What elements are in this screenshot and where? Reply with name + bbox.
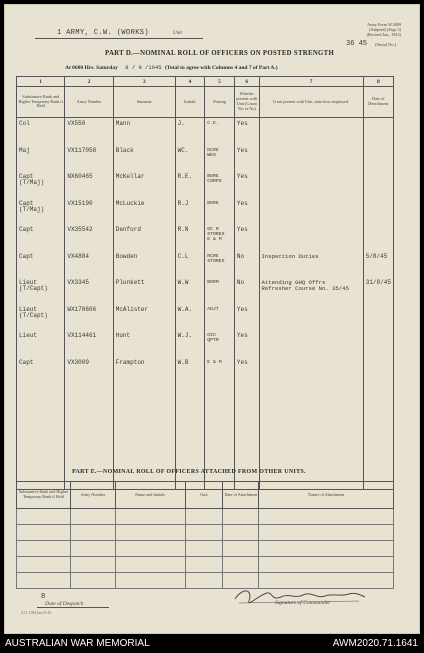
present-cell	[234, 171, 259, 198]
table-row	[17, 171, 394, 198]
employed-text: Refresher Course No. 35/45	[261, 285, 349, 293]
date-line	[65, 64, 278, 71]
initials-cell	[175, 224, 205, 251]
part-d-table	[16, 76, 394, 490]
posting-text: DCRE	[207, 147, 219, 153]
detachment-date-cell	[363, 410, 393, 437]
posting-cell	[205, 383, 235, 410]
detachment-date-cell	[363, 198, 393, 225]
column-number: 2	[65, 77, 113, 87]
posting-text: OC R	[207, 227, 219, 232]
form-ref-line: Army Form W.3009	[367, 22, 401, 27]
footer-institution: AUSTRALIAN WAR MEMORIAL	[5, 638, 150, 649]
army-number-cell	[65, 224, 113, 251]
posting-cell	[205, 304, 235, 331]
posting-cell	[205, 357, 235, 384]
form-ref-line: (Adapted) (Page 3)	[368, 27, 401, 32]
part-e-cell	[259, 525, 394, 541]
table-row	[17, 118, 394, 145]
posting-text: E & M	[207, 359, 222, 365]
present-cell	[234, 436, 259, 463]
part-e-row	[17, 525, 394, 541]
despatch-value: 8	[41, 593, 46, 601]
number-text: VX4884	[67, 252, 89, 260]
posting-cell	[205, 171, 235, 198]
number-text: VX117058	[67, 146, 97, 154]
surname-text: Denford	[115, 226, 141, 233]
present-text: Yes	[236, 199, 248, 207]
part-e-cell	[70, 509, 115, 525]
detachment-date-cell	[363, 383, 393, 410]
initials-cell	[175, 277, 205, 304]
table-row	[17, 251, 394, 278]
part-e-cell	[17, 509, 71, 525]
archive-footer	[0, 634, 424, 653]
initials-cell	[175, 304, 205, 331]
rank-cell	[17, 383, 65, 410]
rank-text: Capt	[19, 173, 34, 180]
present-cell	[234, 410, 259, 437]
posting-cell	[205, 118, 235, 145]
column-header: Initials	[175, 87, 205, 118]
surname-cell	[113, 330, 175, 357]
initials-text: R.J	[177, 199, 189, 207]
rank-text: (T/Capt)	[19, 311, 48, 319]
rank-cell	[17, 145, 65, 172]
posting-text: BDRE	[207, 200, 219, 206]
part-e-cell	[259, 509, 394, 525]
present-text: No	[236, 279, 245, 286]
surname-cell	[113, 304, 175, 331]
part-e-cell	[185, 541, 223, 557]
present-text: Yes	[236, 173, 248, 180]
employed-text: Attending GHQ Offrs	[261, 279, 326, 286]
table-row	[17, 304, 394, 331]
present-cell	[234, 198, 259, 225]
army-number-cell	[65, 171, 113, 198]
rank-text: Capt	[19, 358, 34, 366]
army-number-cell	[65, 330, 113, 357]
employment-cell	[259, 198, 363, 225]
surname-cell	[113, 436, 175, 463]
part-e-cell	[223, 525, 259, 541]
present-cell	[234, 224, 259, 251]
column-number: 4	[175, 77, 205, 87]
rank-text: Capt	[19, 252, 34, 260]
part-e-cell	[17, 573, 71, 589]
present-text: Yes	[236, 226, 248, 233]
number-text: VX114461	[67, 332, 97, 339]
column-number: 7	[259, 77, 363, 87]
initials-cell	[175, 357, 205, 384]
rank-cell	[17, 118, 65, 145]
document-page	[4, 4, 420, 634]
column-header: Substantive Rank and Higher Temporary Rank if Held	[17, 87, 65, 118]
column-number: 3	[113, 77, 175, 87]
table-row	[17, 330, 394, 357]
employed-text: Inspection Duties	[261, 252, 319, 260]
column-number: 5	[205, 77, 235, 87]
part-e-table	[16, 481, 394, 589]
initials-text: W.W	[177, 279, 189, 286]
initials-text: WC.	[177, 146, 189, 154]
posting-text: RCRE	[207, 253, 219, 259]
date-text: 5/8/45	[365, 252, 388, 260]
army-number-cell	[65, 277, 113, 304]
initials-cell	[175, 145, 205, 172]
initials-text: C.L	[177, 252, 189, 260]
surname-text: McAlister	[115, 305, 149, 313]
initials-cell	[175, 118, 205, 145]
detachment-date-cell	[363, 224, 393, 251]
surname-cell	[113, 410, 175, 437]
present-cell	[234, 357, 259, 384]
number-text: VX3345	[67, 279, 89, 286]
detachment-date-cell	[363, 436, 393, 463]
part-e-cell	[115, 509, 185, 525]
column-number: 8	[363, 77, 393, 87]
rank-text: (T/Maj)	[19, 205, 45, 213]
table-row	[17, 357, 394, 384]
form-ref-line: (Revised Jan., 1943)	[366, 32, 401, 37]
posting-cell	[205, 251, 235, 278]
part-e-cell	[223, 557, 259, 573]
part-e-cell	[185, 509, 223, 525]
initials-cell	[175, 410, 205, 437]
part-e-column-header: Substantive Rank and Higher Temporary Rank if Held	[17, 482, 71, 509]
rank-cell	[17, 410, 65, 437]
rank-cell	[17, 436, 65, 463]
posting-cell	[205, 410, 235, 437]
posting-cell	[205, 436, 235, 463]
present-cell	[234, 277, 259, 304]
present-cell	[234, 251, 259, 278]
rank-text: Lieut	[19, 279, 38, 286]
surname-text: Bowden	[115, 252, 138, 260]
date-line-prefix: At 0600 Hrs. Saturday	[65, 65, 118, 71]
part-e-cell	[259, 557, 394, 573]
part-e-cell	[259, 541, 394, 557]
part-e-cell	[185, 573, 223, 589]
number-text: VX35542	[67, 226, 93, 233]
rank-text: Lieut	[19, 332, 38, 339]
unit-label: Unit	[173, 31, 182, 36]
part-e-title: PART E.—NOMINAL ROLL OF OFFICERS ATTACHED FROM OTHER UNITS.	[72, 469, 306, 475]
rank-cell	[17, 277, 65, 304]
table-row	[17, 277, 394, 304]
part-e-column-header: Army Number	[70, 482, 115, 509]
signature-text	[239, 586, 301, 596]
initials-cell	[175, 171, 205, 198]
unit-value: 1 ARMY, C.W. (WORKS)	[57, 29, 150, 37]
posting-cell	[205, 145, 235, 172]
rank-text: Capt	[19, 226, 34, 233]
army-number-cell	[65, 436, 113, 463]
column-header: Date of Detachment	[363, 87, 393, 118]
column-header: Posting	[205, 87, 235, 118]
surname-text: Mann	[115, 120, 131, 127]
surname-cell	[113, 224, 175, 251]
army-number-cell	[65, 251, 113, 278]
table-row	[17, 410, 394, 437]
army-number-cell	[65, 145, 113, 172]
part-e-header-row	[17, 482, 394, 509]
date-value: 8 / 9 /194	[125, 64, 159, 71]
part-e-cell	[115, 557, 185, 573]
column-header: Surname	[113, 87, 175, 118]
column-header: If not present with Unit, state how employed.	[259, 87, 363, 118]
detachment-date-cell	[363, 330, 393, 357]
present-cell	[234, 118, 259, 145]
rank-cell	[17, 198, 65, 225]
surname-cell	[113, 357, 175, 384]
detachment-date-cell	[363, 171, 393, 198]
part-e-row	[17, 541, 394, 557]
part-e-cell	[17, 525, 71, 541]
despatch-label: Date of Despatch	[45, 601, 84, 607]
employment-cell	[259, 330, 363, 357]
part-d-title: PART D.—NOMINAL ROLL OF OFFICERS ON POSTED STRENGTH	[105, 50, 335, 57]
part-e-cell	[185, 525, 223, 541]
posting-text: ADJT	[207, 306, 219, 312]
surname-text: Plunkett	[115, 279, 145, 286]
part-e-cell	[17, 557, 71, 573]
part-e-cell	[70, 573, 115, 589]
part-e-cell	[115, 541, 185, 557]
surname-text: McKellar	[115, 173, 145, 180]
part-e-cell	[115, 573, 185, 589]
date-text: 31/8/45	[365, 279, 391, 286]
table-row	[17, 145, 394, 172]
table-row	[17, 383, 394, 410]
number-text: VX3009	[67, 358, 89, 366]
part-e-column-header: Date of Attachment	[223, 482, 259, 509]
initials-text: R.E.	[177, 173, 193, 180]
posting-text: BDRE	[207, 174, 219, 179]
surname-cell	[113, 198, 175, 225]
signature-label: Signature of Commander	[275, 600, 331, 606]
present-text: Yes	[236, 120, 248, 127]
part-e-column-header: Name and Initials	[115, 482, 185, 509]
present-cell	[234, 145, 259, 172]
posting-cell	[205, 224, 235, 251]
rank-text: Maj	[19, 146, 30, 154]
print-code: A.G. 1594 Jan 35-43	[21, 611, 52, 615]
present-cell	[234, 304, 259, 331]
part-e-cell	[17, 541, 71, 557]
column-number-row	[17, 77, 394, 87]
employment-cell	[259, 145, 363, 172]
rank-cell	[17, 304, 65, 331]
army-number-cell	[65, 383, 113, 410]
employment-cell	[259, 171, 363, 198]
surname-cell	[113, 383, 175, 410]
detachment-date-cell	[363, 277, 393, 304]
initials-cell	[175, 330, 205, 357]
detachment-date-cell	[363, 118, 393, 145]
posting-text: E & M	[207, 237, 222, 242]
posting-text: BDRM	[207, 280, 219, 285]
number-text: VX15190	[67, 199, 93, 207]
rank-text: Col	[19, 120, 30, 127]
posting-cell	[205, 277, 235, 304]
date-line-suffix: (Total to agree with Columns 4 and 7 of Part A.)	[164, 65, 278, 71]
part-e-cell	[223, 509, 259, 525]
surname-text: Frampton	[115, 358, 145, 366]
detachment-date-cell	[363, 304, 393, 331]
posting-text: WKS	[207, 152, 216, 158]
present-text: Yes	[236, 332, 248, 339]
initials-text: W.B	[177, 358, 189, 366]
initials-text: R.N	[177, 226, 189, 233]
employment-cell	[259, 277, 363, 304]
present-cell	[234, 330, 259, 357]
surname-text: Black	[115, 146, 134, 154]
initials-cell	[175, 383, 205, 410]
initials-text: W.J.	[177, 332, 193, 339]
initials-text: W.A.	[177, 305, 193, 313]
column-number: 6	[234, 77, 259, 87]
rank-cell	[17, 357, 65, 384]
table-row	[17, 198, 394, 225]
part-e-column-header: Unit	[185, 482, 223, 509]
serial-label: (Serial No.)	[375, 42, 397, 47]
column-number: 1	[17, 77, 65, 87]
posting-cell	[205, 198, 235, 225]
employment-cell	[259, 410, 363, 437]
rank-cell	[17, 171, 65, 198]
employment-cell	[259, 224, 363, 251]
posting-text: STORES	[207, 232, 225, 237]
part-e-cell	[115, 525, 185, 541]
rank-text: (T/Maj)	[19, 179, 45, 187]
surname-cell	[113, 251, 175, 278]
army-number-cell	[65, 410, 113, 437]
initials-cell	[175, 251, 205, 278]
employment-cell	[259, 357, 363, 384]
detachment-date-cell	[363, 145, 393, 172]
army-number-cell	[65, 357, 113, 384]
posting-cell	[205, 330, 235, 357]
present-text: Yes	[236, 358, 248, 366]
posting-text: C.E.	[207, 121, 219, 126]
detachment-date-cell	[363, 357, 393, 384]
part-e-row	[17, 509, 394, 525]
rank-cell	[17, 330, 65, 357]
present-text: Yes	[236, 146, 248, 154]
present-text: Yes	[236, 305, 248, 313]
employment-cell	[259, 251, 363, 278]
part-e-cell	[185, 557, 223, 573]
surname-text: McLuckie	[115, 199, 145, 207]
present-text: No	[236, 252, 245, 260]
part-e-row	[17, 557, 394, 573]
posting-text: STORES	[207, 258, 225, 264]
part-e-cell	[223, 541, 259, 557]
initials-cell	[175, 436, 205, 463]
surname-cell	[113, 171, 175, 198]
unit-underline	[35, 38, 203, 39]
column-header: Army Number	[65, 87, 113, 118]
date-year-suffix: 5	[158, 64, 162, 71]
number-text: VX550	[67, 120, 86, 127]
army-number-cell	[65, 198, 113, 225]
part-e-column-header: Nature of Attachment	[259, 482, 394, 509]
despatch-line	[37, 607, 109, 608]
surname-cell	[113, 277, 175, 304]
employment-cell	[259, 304, 363, 331]
posting-text: OIC	[207, 333, 216, 338]
form-reference	[343, 22, 401, 37]
posting-text: CORPS	[207, 179, 222, 184]
employment-cell	[259, 436, 363, 463]
part-e-cell	[70, 525, 115, 541]
rank-text: (T/Capt)	[19, 285, 48, 293]
posting-text: QPTR	[207, 338, 219, 343]
serial-value: 36 45	[346, 40, 368, 48]
rank-cell	[17, 224, 65, 251]
surname-cell	[113, 118, 175, 145]
surname-cell	[113, 145, 175, 172]
footer-accession: AWM2020.71.1641	[332, 638, 418, 649]
rank-text: Capt	[19, 199, 34, 207]
column-header: Whether present with Unit (Count Yes or No)	[234, 87, 259, 118]
employment-cell	[259, 383, 363, 410]
employment-cell	[259, 118, 363, 145]
initials-text: J.	[177, 120, 185, 127]
rank-text: Lieut	[19, 305, 38, 313]
number-text: WX170606	[67, 305, 97, 313]
surname-text: Hunt	[115, 332, 131, 339]
number-text: NX60465	[67, 173, 93, 180]
army-number-cell	[65, 118, 113, 145]
table-row	[17, 436, 394, 463]
detachment-date-cell	[363, 251, 393, 278]
part-e-cell	[70, 541, 115, 557]
column-header-row	[17, 87, 394, 118]
present-cell	[234, 383, 259, 410]
table-row	[17, 224, 394, 251]
part-e-cell	[70, 557, 115, 573]
initials-cell	[175, 198, 205, 225]
rank-cell	[17, 251, 65, 278]
army-number-cell	[65, 304, 113, 331]
